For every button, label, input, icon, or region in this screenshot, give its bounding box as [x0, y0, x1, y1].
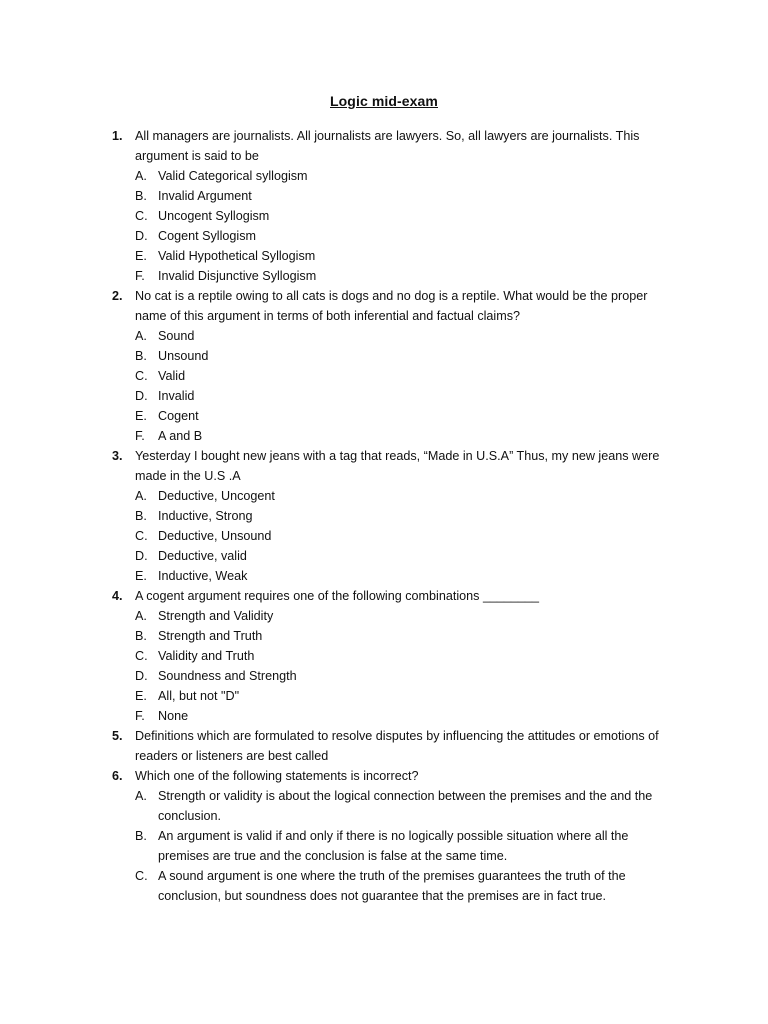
- option-text: Unsound: [158, 349, 209, 363]
- question-text: All managers are journalists. All journalists are lawyers. So, all lawyers are journalists. This argument is said to be: [135, 129, 640, 163]
- option-letter: C.: [135, 649, 148, 663]
- option-text: Deductive, Unsound: [158, 529, 272, 543]
- option-list: [135, 786, 678, 906]
- option-letter: B.: [135, 189, 147, 203]
- option-list: [135, 166, 678, 286]
- option-letter: E.: [135, 249, 147, 263]
- option-letter: E.: [135, 569, 147, 583]
- option-letter: D.: [135, 669, 148, 683]
- question-number: 4.: [112, 589, 123, 603]
- answer-option: [135, 426, 678, 446]
- answer-option: [135, 786, 678, 826]
- answer-option: [135, 826, 678, 866]
- option-text: None: [158, 709, 189, 723]
- answer-option: [135, 186, 678, 206]
- option-letter: F.: [135, 429, 145, 443]
- option-text: A sound argument is one where the truth of the premises guarantees the truth of the conclusion, but soundness does not guarantee that the premises are in fact true.: [158, 869, 626, 903]
- option-text: Inductive, Weak: [158, 569, 248, 583]
- option-letter: F.: [135, 709, 145, 723]
- question-number: 2.: [112, 289, 123, 303]
- answer-option: [135, 526, 678, 546]
- option-letter: A.: [135, 169, 147, 183]
- option-text: Cogent: [158, 409, 199, 423]
- document-title: Logic mid-exam: [330, 93, 438, 109]
- option-letter: D.: [135, 549, 148, 563]
- option-text: Inductive, Strong: [158, 509, 253, 523]
- option-text: Sound: [158, 329, 195, 343]
- question-text: No cat is a reptile owing to all cats is dogs and no dog is a reptile. What would be the proper name of this argument in terms of both inferential and factual claims?: [135, 289, 648, 323]
- question-item: [0, 766, 768, 906]
- option-letter: C.: [135, 869, 148, 883]
- option-list: [135, 606, 678, 726]
- option-letter: B.: [135, 349, 147, 363]
- option-text: Strength and Truth: [158, 629, 263, 643]
- answer-option: [135, 486, 678, 506]
- option-text: A and B: [158, 429, 203, 443]
- option-letter: A.: [135, 789, 147, 803]
- option-text: Soundness and Strength: [158, 669, 297, 683]
- option-list: [135, 326, 678, 446]
- option-text: Cogent Syllogism: [158, 229, 256, 243]
- option-text: Invalid: [158, 389, 195, 403]
- answer-option: [135, 386, 678, 406]
- option-letter: D.: [135, 229, 148, 243]
- option-text: All, but not "D": [158, 689, 240, 703]
- question-number: 6.: [112, 769, 123, 783]
- answer-option: [135, 706, 678, 726]
- option-text: Strength and Validity: [158, 609, 274, 623]
- answer-option: [135, 246, 678, 266]
- question-text: Definitions which are formulated to resolve disputes by influencing the attitudes or emotions of readers or listeners are best called: [135, 729, 659, 763]
- answer-option: [135, 406, 678, 426]
- answer-option: [135, 346, 678, 366]
- answer-option: [135, 266, 678, 286]
- answer-option: [135, 166, 678, 186]
- option-text: Strength or validity is about the logical connection between the premises and the and the conclusion.: [158, 789, 653, 823]
- option-letter: F.: [135, 269, 145, 283]
- option-letter: A.: [135, 329, 147, 343]
- question-number: 5.: [112, 729, 123, 743]
- option-text: Deductive, valid: [158, 549, 247, 563]
- question-list: [0, 126, 768, 906]
- answer-option: [135, 206, 678, 226]
- question-item: [0, 286, 768, 446]
- question-number: 1.: [112, 129, 123, 143]
- option-letter: B.: [135, 509, 147, 523]
- option-letter: C.: [135, 209, 148, 223]
- option-letter: C.: [135, 529, 148, 543]
- option-text: Invalid Argument: [158, 189, 252, 203]
- answer-option: [135, 326, 678, 346]
- question-item: [0, 586, 768, 726]
- option-text: Valid: [158, 369, 186, 383]
- answer-option: [135, 366, 678, 386]
- answer-option: [135, 626, 678, 646]
- option-letter: A.: [135, 609, 147, 623]
- question-text: A cogent argument requires one of the following combinations ________: [135, 589, 539, 603]
- option-list: [135, 486, 678, 586]
- answer-option: [135, 606, 678, 626]
- option-letter: D.: [135, 389, 148, 403]
- answer-option: [135, 666, 678, 686]
- question-item: [0, 126, 768, 286]
- answer-option: [135, 686, 678, 706]
- question-text: Yesterday I bought new jeans with a tag that reads, “Made in U.S.A” Thus, my new jeans were made in the U.S .A: [135, 449, 660, 483]
- option-text: Deductive, Uncogent: [158, 489, 275, 503]
- answer-option: [135, 546, 678, 566]
- option-text: Invalid Disjunctive Syllogism: [158, 269, 317, 283]
- option-text: Validity and Truth: [158, 649, 255, 663]
- option-text: An argument is valid if and only if there is no logically possible situation where all the premises are true and the conclusion is false at the same time.: [158, 829, 629, 863]
- answer-option: [135, 566, 678, 586]
- question-item: [0, 446, 768, 586]
- question-item: [0, 726, 768, 766]
- option-letter: C.: [135, 369, 148, 383]
- answer-option: [135, 646, 678, 666]
- answer-option: [135, 866, 678, 906]
- option-letter: B.: [135, 629, 147, 643]
- option-letter: A.: [135, 489, 147, 503]
- option-text: Valid Categorical syllogism: [158, 169, 308, 183]
- answer-option: [135, 506, 678, 526]
- answer-option: [135, 226, 678, 246]
- option-letter: E.: [135, 409, 147, 423]
- option-text: Uncogent Syllogism: [158, 209, 270, 223]
- option-text: Valid Hypothetical Syllogism: [158, 249, 316, 263]
- option-letter: B.: [135, 829, 147, 843]
- question-text: Which one of the following statements is incorrect?: [135, 769, 419, 783]
- question-number: 3.: [112, 449, 123, 463]
- option-letter: E.: [135, 689, 147, 703]
